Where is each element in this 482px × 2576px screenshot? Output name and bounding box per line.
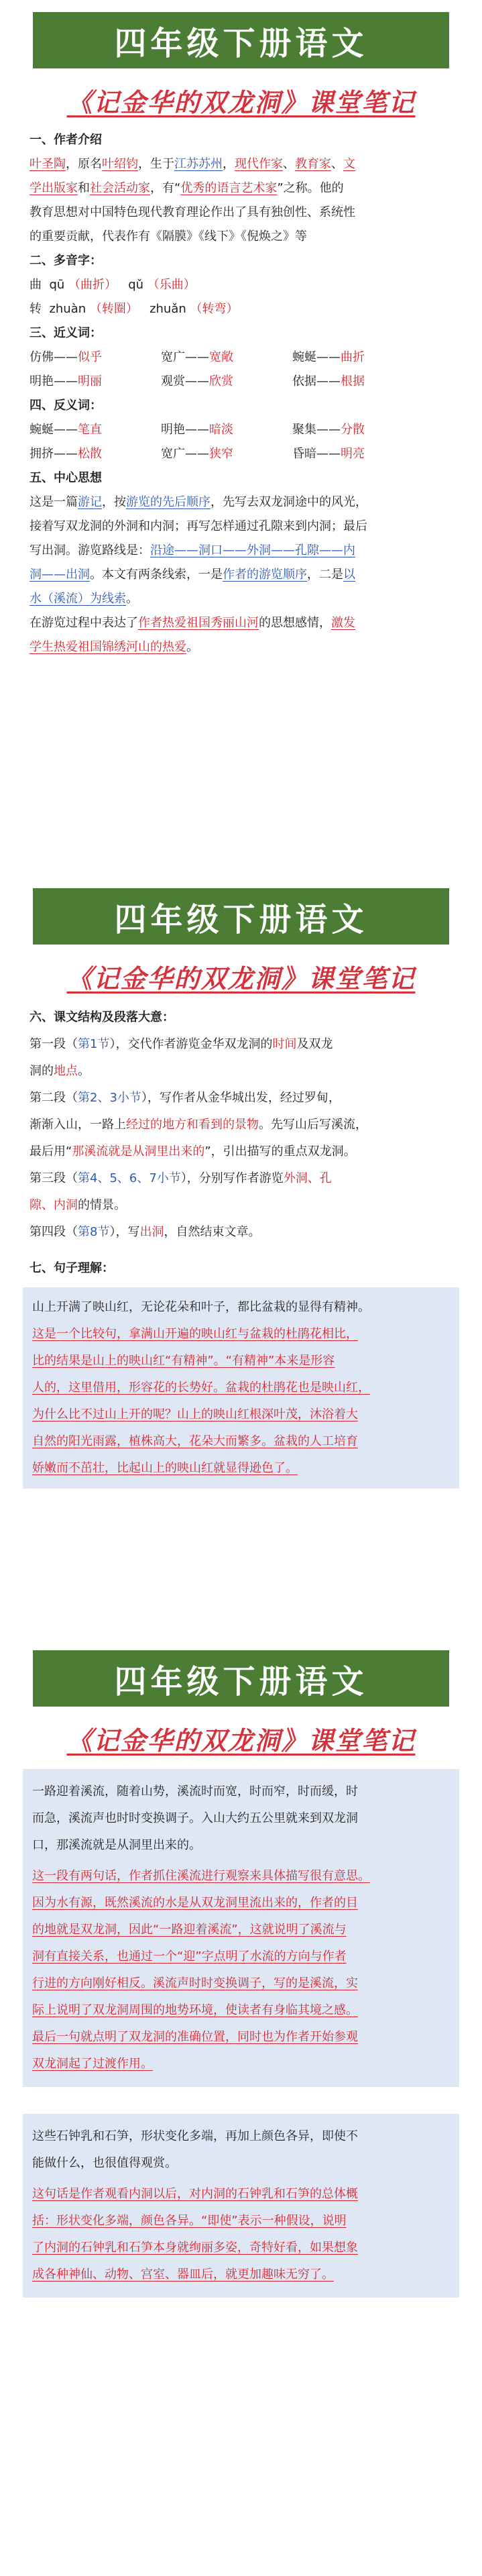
banner-title: 四年级下册语文 [33, 12, 449, 68]
para-key: 隙、内洞 [29, 1198, 78, 1212]
explain-line: 为什么比不过山上开的呢？山上的映山红根深叶茂，沐浴着大 [32, 1407, 358, 1421]
main-key: 激发 [331, 616, 355, 630]
poly-pinyin: zhuǎn [149, 302, 186, 316]
main-text: 写出洞。游览路线是： [29, 543, 150, 557]
para-text: ），写 [109, 1225, 140, 1239]
para-text: ”，引出描写的重点双龙洞。 [204, 1144, 356, 1159]
para-key: 经过的地方和看到的景物 [126, 1118, 259, 1132]
para-key: 第4、5、6、7小节 [78, 1171, 181, 1185]
quote-line: 口，那溪流就是从洞里出来的。 [32, 1838, 201, 1852]
para-line [29, 1058, 453, 1085]
explain-line: 这一段有两句话，作者抓住溪流进行观察来具体描写很有意思。 [32, 1869, 370, 1883]
para-text: ），分别写作者游览 [180, 1171, 284, 1185]
syn-word: 明艳—— [29, 374, 78, 388]
author-role: 教育家 [295, 157, 331, 171]
para-text: 最后用“ [29, 1144, 72, 1159]
para-key: 地点 [54, 1064, 78, 1078]
poly-pinyin: qū [49, 278, 65, 292]
explain-line: 际上说明了双龙洞周围的地势环境，使读者有身临其境之感。 [32, 2003, 358, 2017]
heading-polyphone: 二、多音字： [29, 254, 102, 268]
syn-answer: 明丽 [78, 374, 102, 388]
poly-char: 转 [29, 302, 42, 316]
author-role: 现代作家 [235, 157, 283, 171]
explain-line: 了内洞的石钟乳和石笋本身就绚丽多姿，奇特好看，如果想象 [32, 2241, 358, 2255]
explain-line: 括：形状变化多端，颜色各异。“即使”表示一种假设，说明 [32, 2214, 347, 2228]
para-key: 第2、3小节 [78, 1091, 141, 1105]
quote-line: 山上开满了映山红，无论花朵和叶子，都比盆栽的显得有精神。 [32, 1300, 370, 1314]
main-text: 。本文有两条线索，一是 [90, 568, 223, 582]
heading-author: 一、作者介绍 [29, 133, 102, 147]
ant-answer: 笔直 [78, 423, 102, 437]
syn-answer: 曲折 [341, 350, 365, 364]
quote-line: 一路迎着溪流，随着山势，溪流时而宽，时而窄，时而缓，时 [32, 1784, 358, 1799]
quote-line: 能做什么，也很值得观赏。 [32, 2156, 177, 2170]
author-line-4: 的重要贡献，代表作有《隔膜》《线下》《倪焕之》等 [29, 229, 307, 244]
para-key: 第1节 [78, 1037, 110, 1051]
explain-line: 这句话是作者观看内洞以后，对内洞的石钟乳和石笋的总体概 [32, 2187, 358, 2201]
author-text: ”之称。他的 [277, 181, 344, 195]
author-text: 、 [331, 157, 343, 171]
author-text: ，原名 [66, 157, 102, 171]
main-text: ，二是 [307, 568, 343, 582]
para-text: 及双龙 [296, 1037, 333, 1051]
para-text: ，自然结束文章。 [164, 1225, 261, 1239]
ant-word: 聚集—— [292, 423, 341, 437]
author-role: 社会活动家 [90, 181, 150, 195]
explain-line: 这是一个比较句，拿满山开遍的映山红与盆栽的杜鹃花相比， [32, 1327, 358, 1341]
main-idea-line [29, 635, 453, 659]
para-text: 。先写山后写溪流， [259, 1118, 367, 1132]
para-key: 那溪流就是从洞里出来的 [72, 1144, 205, 1159]
author-text: ，生于 [138, 157, 174, 171]
para-text: 第三段（ [29, 1171, 78, 1185]
author-orig-name: 叶绍钧 [102, 157, 138, 171]
poly-pinyin: zhuàn [49, 302, 86, 316]
quote-line: 这些石钟乳和石笋，形状变化多端，再加上颜色各异，即使不 [32, 2129, 358, 2143]
main-idea-line [29, 490, 453, 515]
para-text: 第一段（ [29, 1037, 78, 1051]
poly-word: （转圈） [89, 302, 138, 316]
poly-pinyin: qǔ [128, 278, 144, 292]
poly-word: （转弯） [190, 302, 239, 316]
main-key: 以 [343, 568, 355, 582]
heading-antonyms: 四、反义词： [29, 398, 102, 413]
subtitle-text: 《记金华的双龙洞》课堂笔记 [66, 964, 416, 994]
syn-answer: 根据 [341, 374, 365, 388]
explain-line: 的地就是双龙洞，因此“一路迎着溪流”，这就说明了溪流与 [32, 1923, 347, 1937]
main-text: ，先写去双龙洞途中的风光， [210, 495, 367, 509]
para-line [29, 1192, 453, 1219]
quote-block [23, 1287, 459, 1489]
subtitle-text: 《记金华的双龙洞》课堂笔记 [66, 1726, 416, 1756]
section-3-body [0, 1757, 482, 2298]
antonym-row [29, 442, 453, 466]
syn-word: 仿佛—— [29, 350, 78, 364]
poly-char: 曲 [29, 278, 42, 292]
subtitle-text: 《记金华的双龙洞》课堂笔记 [66, 88, 416, 117]
ant-answer: 狭窄 [209, 447, 233, 461]
author-line-3: 教育思想对中国特色现代教育理论作出了具有独创性、系统性 [29, 205, 355, 219]
main-text: 这是一篇 [29, 495, 78, 509]
explain-line: 比的结果是山上的映山红“有精神”。“有精神”本来是形容 [32, 1354, 335, 1368]
quote-block [23, 1769, 459, 2087]
para-line [29, 1219, 453, 1246]
main-key: 游览的先后顺序 [126, 495, 210, 509]
subtitle [0, 958, 482, 995]
syn-answer: 欣赏 [209, 374, 233, 388]
ant-word: 宽广—— [161, 447, 209, 461]
main-key: 游记 [78, 495, 102, 509]
main-key: 水（溪流）为线索 [29, 592, 126, 606]
banner-title: 四年级下册语文 [33, 888, 449, 945]
author-role: 学出版家 [29, 181, 78, 195]
polyphone-row [29, 273, 453, 297]
para-line [29, 1138, 453, 1165]
para-text: 第四段（ [29, 1225, 78, 1239]
author-line-2 [29, 176, 453, 201]
main-idea-line [29, 539, 453, 563]
ant-answer: 松散 [78, 447, 102, 461]
author-text: ， [223, 157, 235, 171]
para-line [29, 1165, 453, 1192]
author-role: 文 [343, 157, 355, 171]
heading-synonyms: 三、近义词： [29, 326, 102, 340]
para-text: 的情景。 [78, 1198, 126, 1212]
section-2 [0, 888, 482, 1489]
syn-answer: 宽敞 [209, 350, 233, 364]
ant-word: 昏暗—— [292, 447, 341, 461]
main-key: 沿途——洞口——外洞——孔隙——内 [150, 543, 355, 557]
main-key: 学生热爱祖国锦绣河山的热爱 [29, 640, 186, 654]
section-2-body [0, 995, 482, 1489]
quote-line: 而急，溪流声也时时变换调子。入山大约五公里就来到双龙洞 [32, 1811, 358, 1825]
main-text: 在游览过程中表达了 [29, 616, 138, 630]
subtitle [0, 1720, 482, 1757]
section-1 [0, 12, 482, 659]
main-text: 。 [126, 592, 138, 606]
syn-word: 宽广—— [161, 350, 209, 364]
para-line [29, 1085, 453, 1112]
heading-sentence: 七、句子理解： [29, 1261, 114, 1275]
poly-word: （乐曲） [147, 278, 196, 292]
main-key: 洞——出洞 [29, 568, 90, 582]
main-idea-line [29, 587, 453, 611]
polyphone-row [29, 297, 453, 321]
author-line-1 [29, 152, 453, 176]
para-line [29, 1031, 453, 1058]
author-text: 和 [78, 181, 90, 195]
author-birthplace: 江苏苏州 [174, 157, 223, 171]
explain-line: 自然的阳光雨露，植株高大，花朵大而繁多。盆栽的人工培育 [32, 1434, 358, 1448]
synonym-row [29, 345, 453, 370]
explain-line: 洞有直接关系，也通过一个“迎”字点明了水流的方向与作者 [32, 1949, 347, 1964]
main-text: 。 [186, 640, 198, 654]
para-key: 时间 [272, 1037, 297, 1051]
author-text: ，有“ [150, 181, 181, 195]
syn-word: 依据—— [292, 374, 341, 388]
para-text: 。 [78, 1064, 90, 1078]
heading-structure: 六、课文结构及段落大意： [29, 1010, 174, 1024]
banner-title: 四年级下册语文 [33, 1650, 449, 1707]
explain-line: 行进的方向刚好相反。溪流声时时变换调子，写的是溪流，实 [32, 1976, 358, 1990]
main-key: 作者的游览顺序 [223, 568, 307, 582]
syn-answer: 似乎 [78, 350, 102, 364]
subtitle [0, 82, 482, 119]
author-title: 优秀的语言艺术家 [180, 181, 278, 195]
main-idea-line [29, 563, 453, 587]
syn-word: 蜿蜒—— [292, 350, 341, 364]
ant-answer: 暗淡 [209, 423, 233, 437]
ant-word: 明艳—— [161, 423, 209, 437]
section-3 [0, 1650, 482, 2298]
main-idea-line: 接着写双龙洞的外洞和内洞；再写怎样通过孔隙来到内洞；最后 [29, 519, 367, 533]
explain-line: 双龙洞起了过渡作用。 [32, 2057, 153, 2071]
para-text: 渐渐入山，一路上 [29, 1118, 126, 1132]
ant-word: 蜿蜒—— [29, 423, 78, 437]
para-text: ），写作者从金华城出发，经过罗甸， [141, 1091, 341, 1105]
heading-main-idea: 五、中心思想 [29, 471, 102, 485]
main-key: 作者热爱祖国秀丽山河 [138, 616, 259, 630]
para-key: 出洞 [139, 1225, 164, 1239]
main-text: ，按 [102, 495, 126, 509]
author-text: 、 [283, 157, 295, 171]
para-key: 第8节 [78, 1225, 110, 1239]
explain-line: 娇嫩而不茁壮，比起山上的映山红就显得逊色了。 [32, 1461, 298, 1475]
para-text: 第二段（ [29, 1091, 78, 1105]
synonym-row [29, 370, 453, 394]
ant-answer: 分散 [341, 423, 365, 437]
ant-word: 拥挤—— [29, 447, 78, 461]
syn-word: 观赏—— [161, 374, 209, 388]
explain-line: 最后一句就点明了双龙洞的准确位置，同时也为作者开始参观 [32, 2030, 358, 2044]
quote-block-2 [23, 2114, 459, 2298]
main-text: 的思想感情， [259, 616, 331, 630]
para-key: 外洞、孔 [283, 1171, 332, 1185]
para-line [29, 1112, 453, 1138]
section-1-body [0, 119, 482, 659]
author-name: 叶圣陶 [29, 157, 66, 171]
para-text: ），交代作者游览金华双龙洞的 [109, 1037, 273, 1051]
antonym-row [29, 418, 453, 442]
poly-word: （曲折） [68, 278, 117, 292]
explain-line: 成各种神仙、动物、宫室、器皿后，就更加趣味无穷了。 [32, 2267, 334, 2282]
main-idea-line [29, 611, 453, 635]
para-text: 洞的 [29, 1064, 54, 1078]
ant-answer: 明亮 [341, 447, 365, 461]
explain-line: 人的，这里借用，形容花的长势好。盆栽的杜鹃花也是映山红， [32, 1381, 370, 1395]
explain-line: 因为水有源，既然溪流的水是从双龙洞里流出来的，作者的目 [32, 1896, 358, 1910]
